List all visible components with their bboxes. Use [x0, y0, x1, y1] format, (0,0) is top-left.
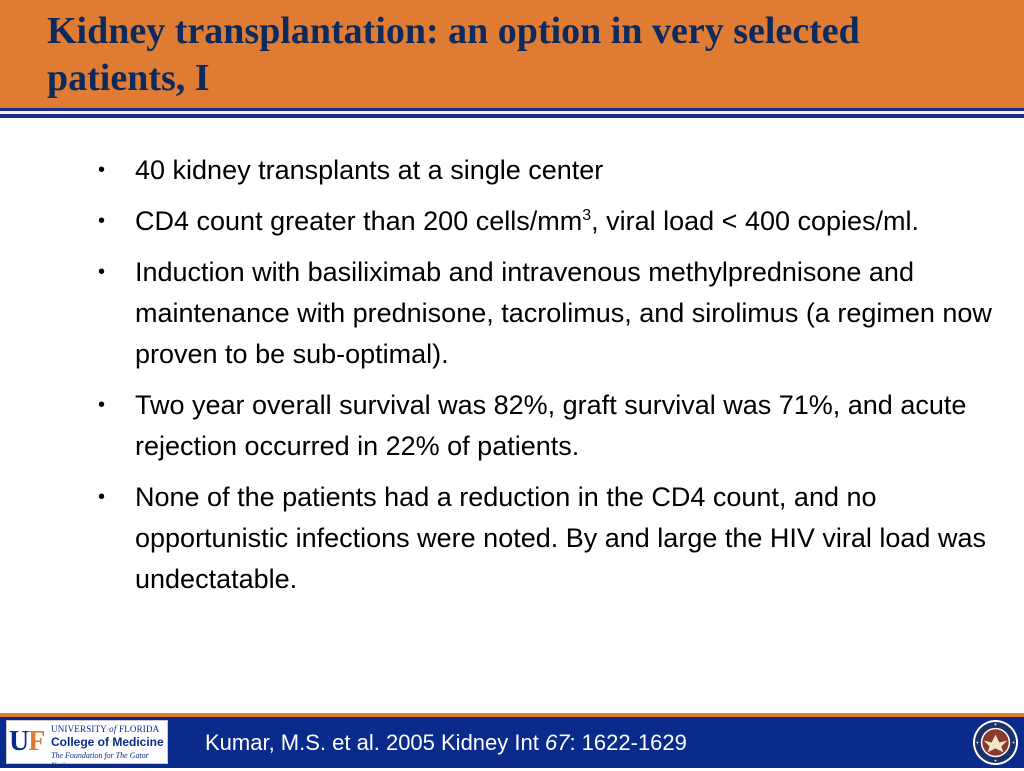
bullet-marker: • — [98, 394, 106, 416]
bullet-marker: • — [98, 210, 106, 232]
bullet-marker: • — [98, 486, 106, 508]
bullet-item — [98, 150, 998, 191]
title-divider-bottom — [0, 114, 1024, 118]
slide-title: Kidney transplantation: an option in very selected patients, I — [47, 10, 860, 99]
citation — [205, 730, 687, 756]
citation-volume: 67 — [544, 730, 570, 755]
uf-florida-word: FLORIDA — [118, 724, 160, 734]
bullet-marker: • — [98, 261, 106, 283]
bullet-marker: • — [98, 159, 106, 181]
footer-bar — [0, 717, 1024, 768]
bullet-text-end: , viral load < 400 copies/ml. — [591, 206, 920, 236]
bullet-item — [98, 477, 998, 600]
uf-of-word: of — [109, 724, 117, 734]
uf-monogram-f: F — [28, 726, 45, 757]
uf-monogram — [9, 725, 49, 759]
uf-university-name — [51, 724, 159, 735]
citation-authors: Kumar, M.S. et al. 2005 Kidney Int — [205, 730, 545, 755]
bullet-item — [98, 201, 998, 242]
title-bar — [0, 0, 1024, 108]
bullet-item — [98, 385, 998, 467]
bullet-text-start: CD4 count greater than 200 cells/mm — [135, 206, 583, 236]
uf-monogram-u: U — [9, 726, 29, 757]
uf-college-name: College of Medicine — [51, 735, 164, 749]
bullet-text: Two year overall survival was 82%, graft survival was 71%, and acute rejection occurred in 22% of patients. — [135, 390, 967, 461]
bullet-text: Induction with basiliximab and intravenous methylprednisone and maintenance with prednisone, tacrolimus, and sirolimus (a regimen now proven to be sub-optimal). — [135, 257, 992, 369]
uf-college-of-medicine-logo — [6, 720, 168, 770]
bullet-text: 40 kidney transplants at a single center — [135, 155, 604, 185]
citation-pages: : 1622-1629 — [569, 730, 687, 755]
superscript: 3 — [582, 207, 592, 224]
bullet-text: None of the patients had a reduction in the CD4 count, and no opportunistic infections were noted. By and large the HIV viral load was undectatable. — [135, 482, 986, 594]
bullet-list — [98, 150, 998, 610]
bullet-item — [98, 252, 998, 375]
va-seal-icon — [972, 719, 1019, 766]
uf-tagline: The Foundation for The Gator Nation — [51, 751, 149, 770]
uf-university-word: UNIVERSITY — [51, 724, 107, 734]
